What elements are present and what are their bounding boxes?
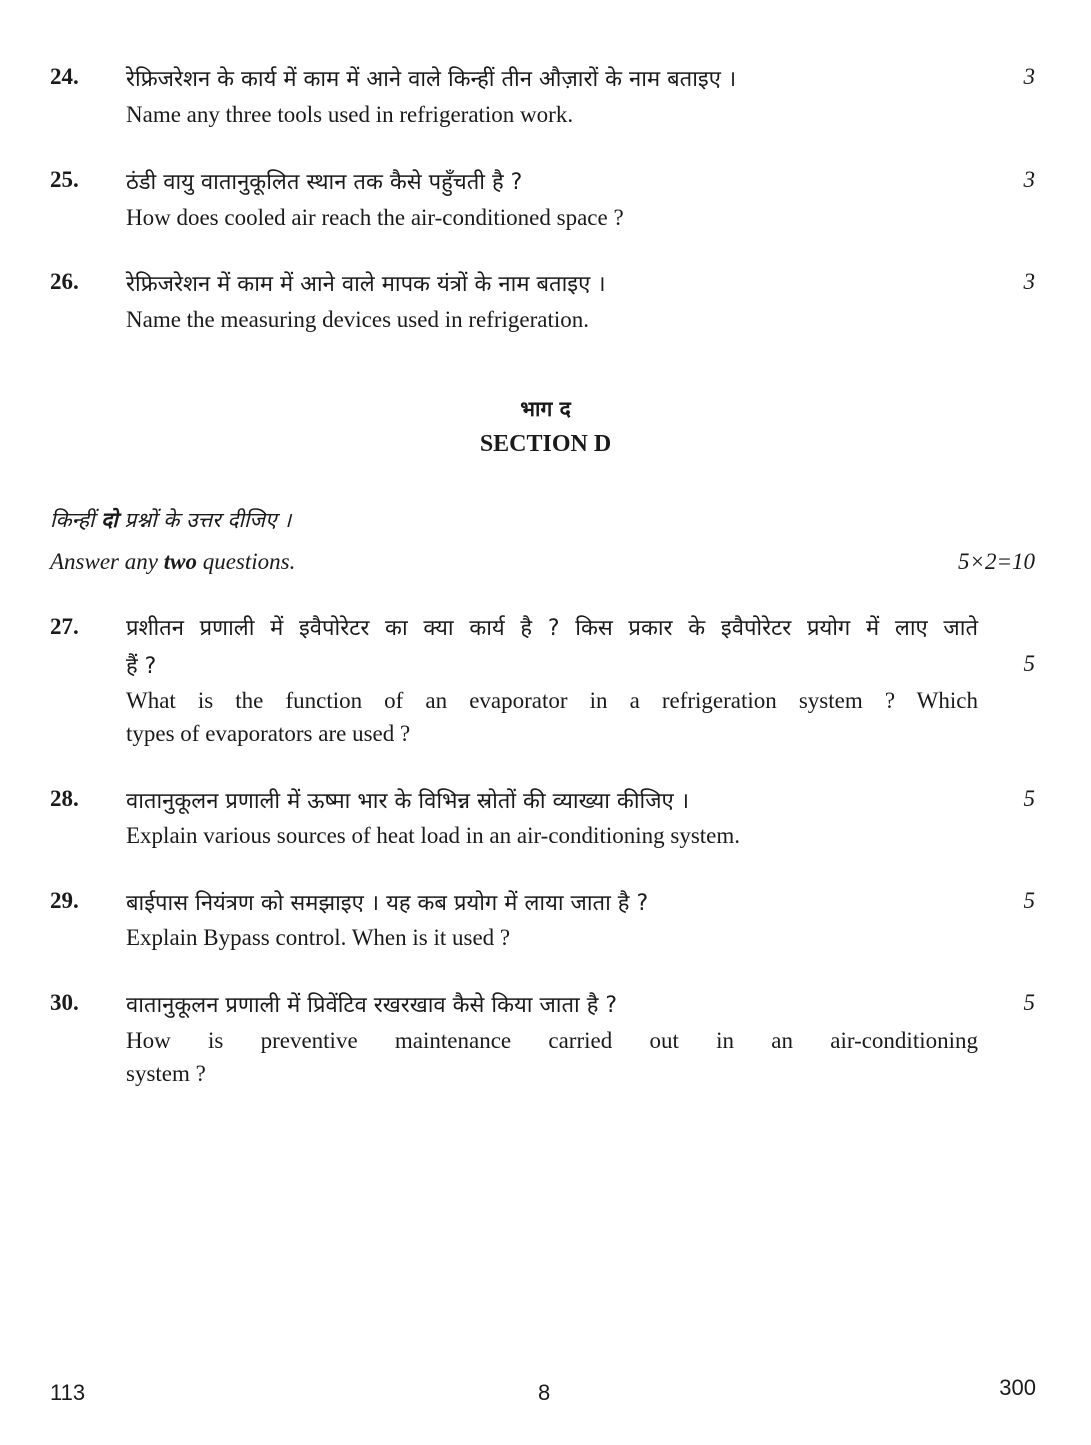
question-marks: 5 [1023, 990, 1035, 1015]
question-text-hindi-cont: हैं ? [126, 654, 157, 679]
question-text-english: How is preventive maintenance carried out in an air-conditioning [126, 1028, 978, 1053]
question-text-english: Explain various sources of heat load in an air-conditioning system. [126, 823, 741, 848]
question-number: 27. [50, 614, 79, 639]
question-text-hindi: रेफ्रिजरेशन के कार्य में काम में आने वाले किन्हीं तीन औज़ारों के नाम बताइए । [126, 67, 737, 92]
question-marks: 3 [1023, 167, 1035, 192]
question-number: 29. [50, 888, 79, 913]
instruction-hindi: किन्हीं दो प्रश्नों के उत्तर दीजिए । [50, 508, 292, 532]
question-marks: 5 [1023, 786, 1035, 811]
question-number: 25. [50, 167, 79, 192]
question-text-english: Name any three tools used in refrigeration work. [126, 102, 574, 127]
question-text-english: What is the function of an evaporator in a refrigeration system ? Which [126, 688, 978, 713]
question-text-english: How does cooled air reach the air-conditioned space ? [126, 205, 624, 230]
question-marks: 3 [1023, 269, 1035, 294]
question-marks: 3 [1023, 64, 1035, 89]
marks-scheme: 5×2=10 [957, 549, 1035, 574]
question-text-hindi: बाईपास नियंत्रण को समझाइए । यह कब प्रयोग में लाया जाता है ? [126, 891, 649, 916]
question-text-english-cont: types of evaporators are used ? [126, 721, 411, 746]
question-number: 26. [50, 269, 79, 294]
question-text-english: Explain Bypass control. When is it used ? [126, 925, 511, 950]
question-text-english-cont: system ? [126, 1061, 206, 1086]
instruction-english: Answer any two questions. [50, 549, 296, 574]
question-text-hindi: प्रशीतन प्रणाली में इवैपोरेटर का क्या कार्य है ? किस प्रकार के इवैपोरेटर प्रयोग में लाए जाते [126, 616, 978, 641]
question-text-english: Name the measuring devices used in refrigeration. [126, 307, 590, 332]
question-number: 24. [50, 64, 79, 89]
question-number: 28. [50, 786, 79, 811]
section-title-english: SECTION D [479, 431, 612, 457]
section-title-hindi: भाग द [520, 397, 571, 421]
footer-page-number: 8 [538, 1380, 551, 1405]
question-marks: 5 [1023, 651, 1035, 676]
question-text-hindi: ठंडी वायु वातानुकूलित स्थान तक कैसे पहुँचती है ? [126, 170, 523, 195]
question-marks: 5 [1023, 888, 1035, 913]
question-text-hindi: रेफ्रिजरेशन में काम में आने वाले मापक यंत्रों के नाम बताइए । [126, 272, 606, 297]
question-text-hindi: वातानुकूलन प्रणाली में ऊष्मा भार के विभिन्न स्रोतों की व्याख्या कीजिए । [126, 789, 690, 814]
footer-right-number: 300 [999, 1375, 1036, 1400]
question-number: 30. [50, 990, 79, 1015]
footer-paper-code: 113 [50, 1380, 86, 1405]
question-text-hindi: वातानुकूलन प्रणाली में प्रिवेंटिव रखरखाव कैसे किया जाता है ? [126, 993, 618, 1018]
